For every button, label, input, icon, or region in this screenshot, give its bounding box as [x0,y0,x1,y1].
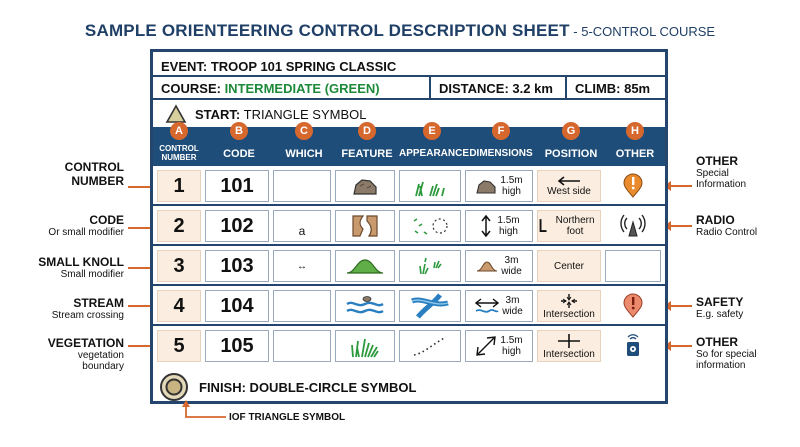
appearance-cell [399,210,461,242]
column-letter: D [358,122,376,140]
which-cell: ↔ [273,250,331,282]
left-label-sub: vegetation [77,350,124,361]
dotted-boundary-icon [410,334,450,358]
column-letter: G [562,122,580,140]
scattered-marks-icon [410,214,450,238]
dimensions-value: 1.5m [497,215,520,226]
control-number-cell: 5 [157,330,201,362]
dimensions-text [497,215,519,237]
appearance-cell [399,250,461,282]
position-cell [537,290,601,322]
control-table [153,127,665,366]
dimensions-unit: high [499,226,518,237]
left-label-title: VEGETATION [47,336,124,350]
appearance-cell [399,330,461,362]
description-sheet [150,49,668,404]
distance-field: DISTANCE: 3.2 km [439,81,553,96]
column-label: APPEARANCE [399,148,470,159]
arrow-from-other-special [666,345,692,347]
which-cell [273,170,331,202]
left-label-code [48,213,124,238]
control-number-cell: 2 [157,210,201,242]
right-label-sub: E.g. safety [696,309,744,320]
position-text: West side [547,185,591,197]
other-cell [605,210,661,242]
position-cell [537,330,601,362]
table-row [153,286,665,326]
start-label-key: START: [195,106,241,122]
divider [153,75,665,77]
dimensions-text [500,175,522,197]
table-header [153,127,665,166]
page-title [0,21,800,41]
dimensions-cell [465,170,533,202]
knoll-icon [345,255,385,277]
feature-cell [335,170,395,202]
arrow-from-radio [666,225,692,227]
position-text: Northern foot [555,215,595,237]
column-letter: C [295,122,313,140]
left-label-small-knoll [38,255,124,280]
column-label: OTHER [615,148,655,160]
title-main: SAMPLE ORIENTEERING CONTROL DESCRIPTION SHEET [84,21,570,40]
column-header-h [605,127,665,166]
foot-corner-icon [538,216,548,236]
column-letter: F [492,122,510,140]
control-number-cell: 4 [157,290,201,322]
boulder-icon [350,174,380,198]
column-header-a [153,127,205,166]
dimensions-unit: wide [502,306,523,317]
start-label [195,107,366,122]
arrow-left-icon [556,176,582,186]
feature-cell [335,210,395,242]
column-header-e [399,125,470,166]
position-cell [537,210,601,242]
column-letter: E [423,122,441,140]
right-label-sub-2: Information [696,179,747,190]
table-row [153,246,665,286]
control-number-cell: 1 [157,170,201,202]
safety-pin-icon [622,293,644,319]
dimensions-cell [465,250,533,282]
right-label-sub-2: information [696,360,746,371]
column-header-b [205,127,273,166]
horizontal-arrow-icon [475,297,499,315]
course-label: COURSE: [161,81,225,96]
left-label-sub: Stream crossing [51,310,124,321]
code-cell: 102 [205,210,269,242]
start-line [165,104,366,124]
dimensions-text [501,255,522,277]
dimensions-cell [465,330,533,362]
column-header-d [335,127,399,166]
start-triangle-icon [165,104,187,124]
radio-tower-icon [620,214,646,238]
appearance-cell [399,290,461,322]
which-cell [273,330,331,362]
left-label-stream [52,296,124,321]
diagonal-arrow-icon [475,335,497,357]
dimensions-value: 1.5m [500,175,523,186]
position-cell [537,170,601,202]
left-label-vegetation [48,336,124,372]
table-row [153,326,665,366]
dimensions-text [500,335,522,357]
column-letter: H [626,122,644,140]
special-device-icon [623,333,643,359]
left-label-title: CONTROL [64,160,124,174]
dimensions-unit: wide [501,266,522,277]
right-label-title: SAFETY [696,295,744,309]
column-label: WHICH [285,148,323,160]
vertical-arrow-icon [478,214,494,238]
feature-cell [335,330,395,362]
dimensions-value: 1.5m [500,335,523,346]
other-cell [605,170,661,202]
grass-icon [412,174,448,198]
dimensions-value: 3m [505,295,520,306]
dimensions-unit: high [502,186,521,197]
appearance-cell [399,170,461,202]
right-label-radio [696,213,757,238]
right-label-title: OTHER [696,154,738,168]
other-cell [605,250,661,282]
table-row [153,166,665,206]
course-value: INTERMEDIATE (GREEN) [224,81,380,96]
boulder-small-icon [475,176,497,196]
dimensions-cell [465,210,533,242]
right-label-title: RADIO [696,213,735,227]
title-sub: - 5-CONTROL COURSE [569,24,716,39]
column-label: DIMENSIONS [469,148,533,159]
position-cell [537,250,601,282]
which-cell: a [273,210,331,242]
table-row [153,206,665,246]
left-label-title-2: NUMBER [71,174,124,188]
left-label-title: SMALL KNOLL [38,255,124,269]
stream-icon [345,293,385,319]
code-cell: 101 [205,170,269,202]
other-cell [605,290,661,322]
intersection-arrows-icon [560,293,578,309]
right-label-sub: Special [696,168,729,179]
course-line [161,81,380,96]
left-label-sub-2: boundary [82,361,124,372]
right-label-sub: So for special [696,349,757,360]
column-header-f [465,127,537,166]
event-line: EVENT: TROOP 101 SPRING CLASSIC [161,59,397,74]
position-text: Intersection [543,348,595,360]
right-label-safety [696,295,743,320]
dimensions-cell [465,290,533,322]
column-header-g [537,127,605,166]
left-label-sub: Small modifier [60,269,124,280]
divider [565,75,567,99]
climb-field: CLIMB: 85m [575,81,651,96]
code-cell: 104 [205,290,269,322]
left-label-control-number [65,160,124,188]
right-label-title: OTHER [696,335,738,349]
left-label-title: STREAM [73,296,124,310]
control-number-cell: 3 [157,250,201,282]
column-label: CODE [223,148,255,160]
right-label-sub: Radio Control [696,227,758,238]
column-label: CONTROL NUMBER [159,144,199,162]
small-knoll-icon [476,259,498,273]
right-label-other [696,154,746,190]
position-text: Intersection [543,308,595,320]
left-label-sub: Or small modifier [48,227,124,238]
code-cell: 105 [205,330,269,362]
other-cell [605,330,661,362]
divider [429,75,431,99]
warning-pin-icon [622,173,644,199]
right-label-other-special [696,335,757,371]
vegetation-icon [349,333,381,359]
iof-triangle-label: IOF TRIANGLE SYMBOL [229,412,346,423]
which-cell [273,290,331,322]
dimensions-text [502,295,523,317]
dimensions-value: 3m [504,255,519,266]
crossing-streams-icon [410,293,450,319]
position-text: Center [553,260,584,272]
column-letter: B [230,122,248,140]
column-letter: A [170,122,188,140]
finish-label: FINISH: DOUBLE-CIRCLE SYMBOL [199,379,417,395]
divider [153,98,665,100]
arrow-from-other [666,185,692,187]
start-label-value: TRIANGLE SYMBOL [240,106,367,122]
dimensions-unit: high [502,346,521,357]
feature-cell [335,290,395,322]
feature-cell [335,250,395,282]
arrow-from-safety [666,305,692,307]
cross-icon [556,333,582,349]
code-cell: 103 [205,250,269,282]
gully-icon [350,213,380,239]
column-label: POSITION [544,148,598,160]
column-header-c [273,127,335,166]
column-label: FEATURE [341,148,393,160]
left-label-title: CODE [89,213,124,227]
callout-arrow-iof [172,398,228,424]
grass-tufts-icon [412,254,448,278]
